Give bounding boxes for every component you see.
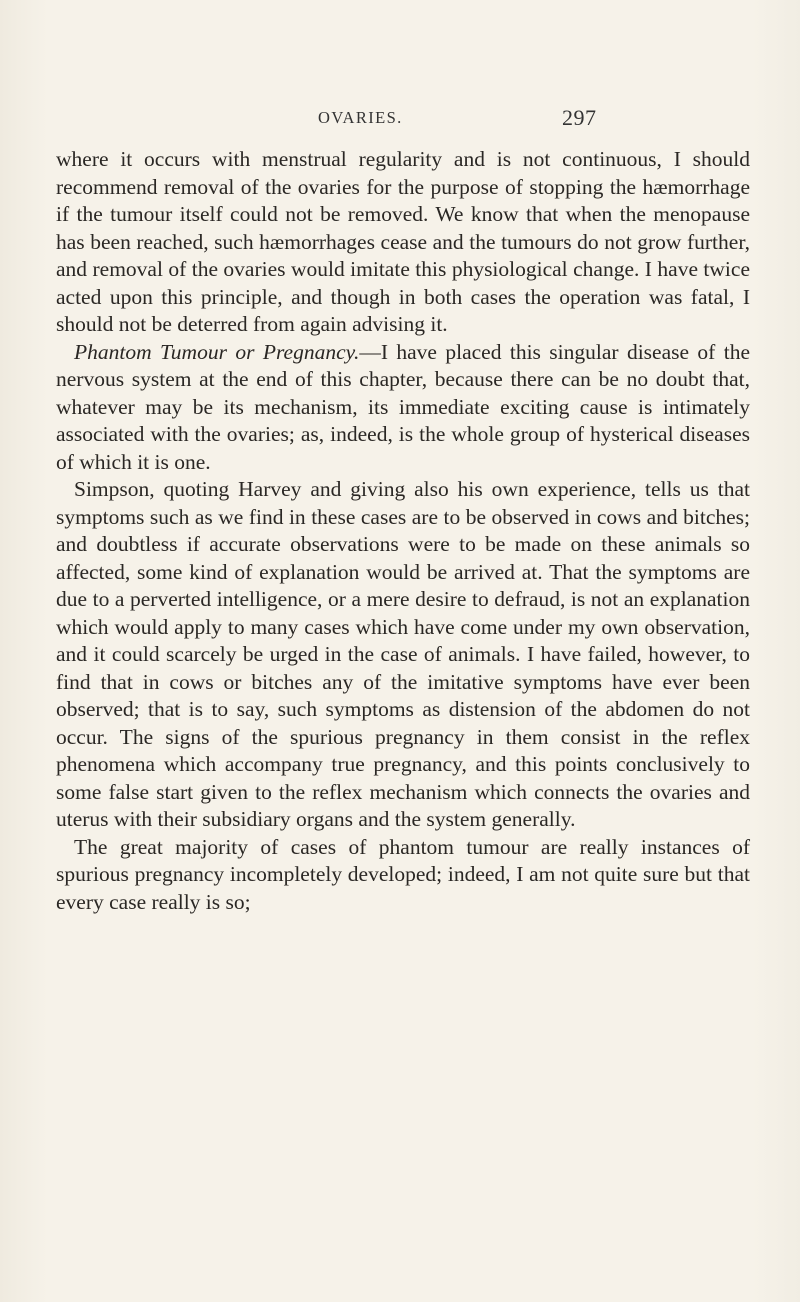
paragraph-3-text: Simpson, quoting Harvey and giving also his own experience, tells us that symptoms such as we find in these cases are to be observed in cows and bitches; and doubtless if accurate observations were to be made on these animals so affected, some kind of explanation would be arrived at. That the symptoms are due to a perverted intelligence, or a mere desire to defraud, is not an explanation which would apply to many cases which have come under my own observation, and it could scarcely be urged in the case of animals. I have failed, however, to find that in cows or bitches any of the imitative symptoms have ever been observed; that is to say, such symptoms as distension of the abdomen do not occur. The signs of the spurious pregnancy in them consist in the reflex phenomena which accompany true pregnancy, and this points conclusively to some false start given to the reflex mechanism which connects the ovaries and uterus with their subsidiary organs and the system generally. (56, 477, 750, 831)
paragraph-1-text: where it occurs with menstrual regularity and is not continuous, I should recommend removal of the ovaries for the purpose of stopping the hæmorrhage if the tumour itself could not be removed. We know that when the menopause has been reached, such hæmorrhages cease and the tumours do not grow further, and removal of the ovaries would imitate this physiological change. I have twice acted upon this principle, and though in both cases the operation was fatal, I should not be deterred from again advising it. (56, 147, 750, 336)
paragraph-4 (56, 834, 750, 917)
paragraph-4-text: The great majority of cases of phantom tumour are really instances of spurious pregnancy incompletely developed; indeed, I am not quite sure but that every case really is so; (56, 834, 750, 914)
paragraph-2 (56, 339, 750, 477)
paragraph-1 (56, 146, 750, 339)
page-header (0, 105, 800, 138)
paragraph-3 (56, 476, 750, 834)
page-number: 297 (562, 105, 597, 130)
running-head: OVARIES. (318, 108, 403, 127)
paragraph-2-text: —I have placed this singular disease of the nervous system at the end of this chapter, because there can be no doubt that, whatever may be its mechanism, its immediate exciting cause is intimately associated with the ovaries; as, indeed, is the whole group of hysterical diseases of which it is one. (56, 339, 750, 474)
section-heading-phantom-tumour: Phantom Tumour or Pregnancy. (74, 339, 360, 364)
body-text (56, 146, 750, 916)
